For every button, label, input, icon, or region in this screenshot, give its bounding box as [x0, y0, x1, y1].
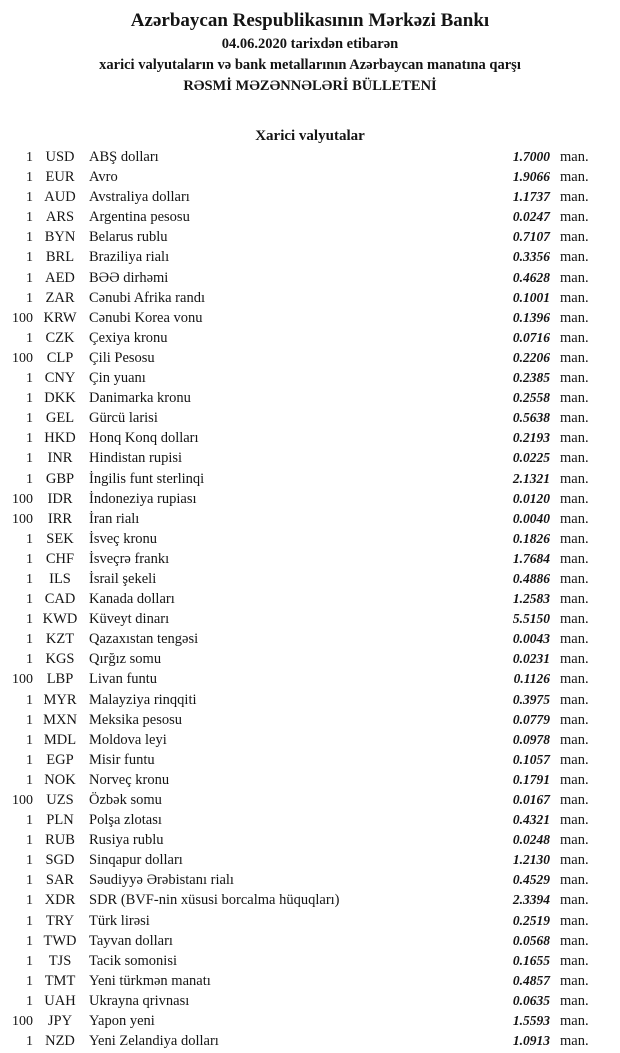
- currency-quantity: 1: [26, 290, 33, 306]
- rate-row: [0, 1013, 620, 1033]
- currency-quantity: 1: [26, 612, 33, 628]
- currency-code: IDR: [47, 490, 73, 507]
- rate-row: [0, 491, 620, 511]
- currency-quantity: 1: [26, 190, 33, 206]
- rate-row: [0, 892, 620, 912]
- currency-quantity: 1: [26, 250, 33, 266]
- rate-row: [0, 229, 620, 249]
- currency-code: PLN: [46, 812, 74, 829]
- currency-code: KRW: [43, 309, 77, 326]
- currency-quantity: 100: [12, 793, 33, 808]
- currency-name: Meksika pesosu: [89, 711, 183, 728]
- unit-label: man.: [560, 992, 589, 1009]
- currency-quantity: 1: [26, 551, 33, 567]
- unit-label: man.: [560, 530, 589, 547]
- rate-row: [0, 812, 620, 832]
- exchange-rate: 0.1126: [513, 671, 550, 687]
- unit-label: man.: [560, 1033, 589, 1050]
- unit-label: man.: [560, 169, 589, 186]
- currency-code: CNY: [44, 370, 76, 387]
- unit-label: man.: [560, 852, 589, 869]
- unit-label: man.: [560, 450, 589, 467]
- rate-row: [0, 712, 620, 732]
- currency-quantity: 1: [26, 371, 33, 387]
- currency-quantity: 1: [26, 451, 33, 467]
- rate-row: [0, 209, 620, 229]
- unit-label: man.: [560, 570, 589, 587]
- currency-code: RUB: [45, 832, 75, 849]
- currency-quantity: 100: [12, 1014, 33, 1030]
- exchange-rate: 0.7107: [512, 229, 550, 245]
- rate-row: [0, 792, 620, 812]
- unit-label: man.: [560, 932, 589, 949]
- bank-title: Azərbaycan Respublikasının Mərkəzi Bankı: [130, 10, 490, 31]
- currency-code: GEL: [45, 410, 75, 427]
- currency-name: İsrail şekeli: [89, 570, 157, 587]
- exchange-rate: 0.2193: [512, 430, 550, 446]
- currency-quantity: 100: [12, 491, 33, 507]
- exchange-rate: 0.2385: [512, 370, 550, 386]
- rate-row: [0, 430, 620, 450]
- rate-row: [0, 631, 620, 651]
- unit-label: man.: [560, 1013, 589, 1030]
- currency-name: Səudiyyə Ərəbistanı rialı: [89, 872, 234, 889]
- currency-name: Avstraliya dolları: [89, 189, 190, 206]
- currency-code: KGS: [45, 651, 75, 668]
- currency-code: UZS: [46, 792, 74, 808]
- currency-name: Yeni türkmən manatı: [89, 972, 211, 989]
- rate-row: [0, 671, 620, 691]
- rate-row: [0, 752, 620, 772]
- currency-quantity: 1: [26, 270, 33, 286]
- currency-code: TWD: [43, 932, 77, 949]
- exchange-rate: 0.1057: [512, 751, 550, 767]
- unit-label: man.: [560, 771, 589, 788]
- currency-code: ILS: [49, 570, 71, 587]
- exchange-rate: 0.2558: [512, 390, 550, 406]
- exchange-rate: 0.1655: [512, 952, 550, 968]
- rate-row: [0, 270, 620, 290]
- exchange-rate: 0.0247: [512, 209, 550, 225]
- currency-code: TJS: [48, 952, 72, 969]
- subtitle-line: xarici valyutaların və bank metallarının Azərbaycan manatına qarşı: [99, 57, 521, 73]
- currency-quantity: 1: [26, 391, 33, 407]
- rate-row: [0, 410, 620, 430]
- currency-code: NZD: [45, 1033, 75, 1050]
- currency-quantity: 1: [26, 953, 33, 969]
- currency-code: SGD: [45, 852, 75, 869]
- rate-row: [0, 551, 620, 571]
- exchange-rate: 1.7000: [512, 149, 550, 164]
- currency-name: Çili Pesosu: [89, 349, 155, 366]
- rate-row: [0, 511, 620, 531]
- rate-row: [0, 913, 620, 933]
- currency-code: DKK: [44, 390, 76, 407]
- exchange-rate: 0.0248: [512, 832, 550, 848]
- currency-code: BYN: [44, 229, 76, 246]
- rate-row: [0, 732, 620, 752]
- exchange-rate: 1.1737: [512, 189, 550, 205]
- currency-code: AUD: [44, 189, 76, 206]
- unit-label: man.: [560, 390, 589, 407]
- currency-code: CHF: [45, 550, 75, 567]
- exchange-rate: 0.1791: [512, 771, 550, 787]
- currency-name: Braziliya rialı: [89, 249, 170, 266]
- exchange-rate: 0.0716: [512, 329, 550, 345]
- currency-code: JPY: [47, 1013, 73, 1030]
- rate-row: [0, 933, 620, 953]
- currency-name: Çin yuanı: [89, 370, 146, 387]
- unit-label: man.: [560, 591, 589, 608]
- exchange-rate: 0.2206: [512, 349, 550, 365]
- rate-row: [0, 149, 620, 169]
- exchange-rate: 1.5593: [512, 1013, 550, 1029]
- currency-quantity: 1: [26, 813, 33, 829]
- exchange-rate: 0.0231: [512, 651, 550, 667]
- currency-code: GBP: [45, 470, 75, 487]
- unit-label: man.: [560, 289, 589, 306]
- rate-row: [0, 852, 620, 872]
- currency-code: INR: [47, 450, 73, 467]
- unit-label: man.: [560, 149, 589, 165]
- currency-quantity: 1: [26, 571, 33, 587]
- unit-label: man.: [560, 370, 589, 387]
- currency-name: Polşa zlotası: [89, 812, 162, 829]
- rate-row: [0, 350, 620, 370]
- currency-code: EUR: [45, 169, 75, 186]
- currency-quantity: 1: [26, 933, 33, 949]
- unit-label: man.: [560, 269, 589, 286]
- currency-code: TMT: [44, 972, 76, 989]
- exchange-rate: 0.0167: [512, 792, 550, 807]
- currency-quantity: 100: [12, 310, 33, 326]
- rate-row: [0, 290, 620, 310]
- rate-row: [0, 611, 620, 631]
- currency-name: Rusiya rublu: [89, 832, 164, 849]
- currency-quantity: 1: [26, 712, 33, 728]
- currency-name: Tacik somonisi: [89, 952, 177, 969]
- currency-quantity: 1: [26, 411, 33, 427]
- exchange-rate: 0.5638: [512, 410, 550, 426]
- unit-label: man.: [560, 510, 589, 527]
- currency-name: Kanada dolları: [89, 591, 175, 608]
- currency-name: Danimarka kronu: [89, 390, 191, 407]
- currency-quantity: 1: [26, 772, 33, 788]
- rate-row: [0, 310, 620, 330]
- unit-label: man.: [560, 430, 589, 447]
- rate-row: [0, 189, 620, 209]
- currency-code: CAD: [44, 591, 76, 608]
- unit-label: man.: [560, 631, 589, 648]
- currency-code: IRR: [47, 510, 73, 527]
- currency-name: Cənubi Afrika randı: [89, 289, 205, 306]
- currency-code: CLP: [46, 349, 74, 366]
- currency-code: SEK: [46, 530, 74, 547]
- exchange-rate: 0.4321: [512, 812, 550, 828]
- unit-label: man.: [560, 611, 589, 628]
- unit-label: man.: [560, 751, 589, 768]
- unit-label: man.: [560, 329, 589, 346]
- rate-row: [0, 772, 620, 792]
- currency-quantity: 100: [12, 672, 33, 688]
- currency-name: Honq Konq dolları: [89, 430, 199, 447]
- unit-label: man.: [560, 691, 589, 708]
- currency-name: Moldova leyi: [89, 731, 167, 748]
- currency-quantity: 1: [26, 752, 33, 768]
- exchange-rate: 0.0040: [512, 510, 550, 526]
- unit-label: man.: [560, 912, 589, 929]
- currency-code: MYR: [43, 691, 77, 708]
- rate-row: [0, 651, 620, 671]
- exchange-rate: 0.4886: [512, 570, 550, 586]
- unit-label: man.: [560, 249, 589, 266]
- effective-date-line: 04.06.2020 tarixdən etibarən: [221, 36, 399, 52]
- currency-name: Misir funtu: [89, 751, 155, 768]
- currency-quantity: 1: [26, 652, 33, 668]
- currency-quantity: 1: [26, 1034, 33, 1050]
- currency-quantity: 100: [12, 511, 33, 527]
- unit-label: man.: [560, 189, 589, 206]
- currency-quantity: 1: [26, 431, 33, 447]
- currency-quantity: 1: [26, 592, 33, 608]
- currency-quantity: 1: [26, 873, 33, 889]
- exchange-rate: 0.1396: [512, 309, 550, 325]
- currency-code: MDL: [43, 731, 77, 748]
- currency-name: İngilis funt sterlinqi: [89, 470, 205, 487]
- currency-name: Livan funtu: [89, 671, 158, 688]
- currency-name: Yeni Zelandiya dolları: [89, 1033, 219, 1050]
- exchange-rate: 2.1321: [512, 470, 550, 486]
- unit-label: man.: [560, 410, 589, 427]
- currency-name: Malayziya rinqqiti: [89, 691, 197, 708]
- unit-label: man.: [560, 209, 589, 226]
- currency-name: İsveç kronu: [89, 530, 158, 547]
- unit-label: man.: [560, 229, 589, 246]
- unit-label: man.: [560, 952, 589, 969]
- unit-label: man.: [560, 832, 589, 849]
- unit-label: man.: [560, 892, 589, 909]
- currency-name: Sinqapur dolları: [89, 852, 183, 869]
- document-header: [0, 7, 620, 97]
- exchange-rate: 0.0978: [512, 731, 550, 747]
- currency-name: SDR (BVF-nin xüsusi borcalma hüquqları): [89, 892, 340, 909]
- currency-name: Özbək somu: [89, 792, 162, 808]
- unit-label: man.: [560, 309, 589, 326]
- unit-label: man.: [560, 671, 589, 688]
- unit-label: man.: [560, 349, 589, 366]
- currency-quantity: 1: [26, 531, 33, 547]
- currency-code: UAH: [44, 992, 76, 1009]
- rate-row: [0, 169, 620, 189]
- currency-name: Qazaxıstan tengəsi: [89, 631, 199, 648]
- rate-row: [0, 531, 620, 551]
- currency-name: Yapon yeni: [89, 1013, 155, 1030]
- currency-name: Belarus rublu: [89, 229, 168, 246]
- exchange-rate: 0.0120: [512, 490, 550, 506]
- currency-quantity: 1: [26, 853, 33, 869]
- currency-quantity: 1: [26, 732, 33, 748]
- currency-code: TRY: [45, 912, 75, 929]
- currency-code: CZK: [45, 329, 75, 346]
- exchange-rate: 1.2583: [512, 591, 550, 607]
- currency-name: Çexiya kronu: [89, 329, 168, 346]
- exchange-rate: 1.2130: [512, 852, 550, 868]
- unit-label: man.: [560, 872, 589, 889]
- currency-name: Ukrayna qrivnası: [89, 992, 190, 1009]
- unit-label: man.: [560, 792, 589, 808]
- currency-name: İndoneziya rupiası: [89, 490, 197, 507]
- currency-quantity: 1: [26, 993, 33, 1009]
- rate-row: [0, 330, 620, 350]
- currency-code: BRL: [45, 249, 75, 266]
- rate-row: [0, 1033, 620, 1053]
- currency-code: EGP: [46, 751, 74, 768]
- section-title-foreign-currencies: Xarici valyutalar: [255, 128, 365, 144]
- currency-quantity: 1: [26, 893, 33, 909]
- currency-code: XDR: [44, 892, 76, 909]
- currency-name: Küveyt dinarı: [89, 611, 170, 628]
- exchange-rate: 0.0779: [512, 711, 550, 727]
- unit-label: man.: [560, 731, 589, 748]
- currency-code: HKD: [44, 430, 76, 447]
- currency-code: ZAR: [45, 289, 75, 306]
- currency-name: Tayvan dolları: [89, 932, 173, 949]
- currency-quantity: 1: [26, 632, 33, 648]
- currency-name: Türk lirəsi: [89, 912, 150, 929]
- rate-row: [0, 571, 620, 591]
- currency-quantity: 100: [12, 350, 33, 366]
- currency-code: AED: [45, 269, 75, 286]
- currency-code: SAR: [45, 872, 75, 889]
- currency-quantity: 1: [26, 692, 33, 708]
- currency-code: KWD: [42, 611, 78, 628]
- unit-label: man.: [560, 550, 589, 567]
- rate-row: [0, 450, 620, 470]
- exchange-rate: 1.7684: [512, 550, 550, 566]
- unit-label: man.: [560, 490, 589, 507]
- unit-label: man.: [560, 711, 589, 728]
- rates-table: [0, 149, 620, 1053]
- rate-row: [0, 390, 620, 410]
- exchange-rate: 0.0225: [512, 450, 550, 466]
- currency-code: MXN: [43, 711, 77, 728]
- exchange-rate: 0.4857: [512, 972, 550, 988]
- currency-name: Avro: [89, 169, 118, 186]
- exchange-rate: 0.3356: [512, 249, 550, 265]
- exchange-rate: 0.3975: [512, 691, 550, 707]
- rate-row: [0, 832, 620, 852]
- rate-row: [0, 872, 620, 892]
- currency-name: BƏƏ dirhəmi: [89, 269, 169, 286]
- rate-row: [0, 471, 620, 491]
- currency-name: Gürcü larisi: [89, 410, 158, 427]
- exchange-rate: 0.1826: [512, 530, 550, 546]
- currency-quantity: 1: [26, 973, 33, 989]
- currency-quantity: 1: [26, 230, 33, 246]
- rate-row: [0, 370, 620, 390]
- currency-name: Argentina pesosu: [89, 209, 190, 226]
- currency-quantity: 1: [26, 330, 33, 346]
- exchange-rate: 0.4628: [512, 269, 550, 285]
- exchange-rate: 0.2519: [512, 912, 550, 928]
- currency-name: İsveçrə frankı: [89, 550, 170, 567]
- currency-name: Qırğız somu: [89, 651, 162, 668]
- exchange-rate: 0.4529: [512, 872, 550, 888]
- currency-name: Norveç kronu: [89, 771, 170, 788]
- bulletin-title: RƏSMİ MƏZƏNNƏLƏRİ BÜLLETENİ: [183, 78, 437, 94]
- exchange-rate: 0.0043: [512, 631, 550, 647]
- currency-code: LBP: [46, 671, 74, 688]
- currency-name: Hindistan rupisi: [89, 450, 183, 467]
- currency-quantity: 1: [26, 150, 33, 165]
- unit-label: man.: [560, 470, 589, 487]
- exchange-rate: 0.1001: [512, 289, 550, 305]
- currency-name: ABŞ dolları: [89, 149, 159, 165]
- rate-row: [0, 591, 620, 611]
- unit-label: man.: [560, 651, 589, 668]
- currency-quantity: 1: [26, 210, 33, 226]
- currency-quantity: 1: [26, 913, 33, 929]
- rate-row: [0, 993, 620, 1013]
- currency-code: NOK: [44, 771, 76, 788]
- currency-name: İran rialı: [89, 510, 140, 527]
- rate-row: [0, 249, 620, 269]
- exchange-rate: 0.0635: [512, 992, 550, 1008]
- rate-row: [0, 973, 620, 993]
- currency-code: ARS: [45, 209, 75, 226]
- exchange-rate: 1.9066: [512, 169, 550, 185]
- unit-label: man.: [560, 972, 589, 989]
- exchange-rate: 2.3394: [512, 892, 550, 908]
- currency-code: KZT: [45, 631, 75, 648]
- rate-row: [0, 692, 620, 712]
- currency-name: Cənubi Korea vonu: [89, 309, 203, 326]
- exchange-rate: 0.0568: [512, 932, 550, 948]
- currency-quantity: 1: [26, 833, 33, 849]
- exchange-rate: 5.5150: [512, 611, 550, 627]
- currency-code: USD: [45, 149, 75, 165]
- unit-label: man.: [560, 812, 589, 829]
- currency-quantity: 1: [26, 471, 33, 487]
- currency-quantity: 1: [26, 170, 33, 186]
- rate-row: [0, 953, 620, 973]
- exchange-rate: 1.0913: [512, 1033, 550, 1049]
